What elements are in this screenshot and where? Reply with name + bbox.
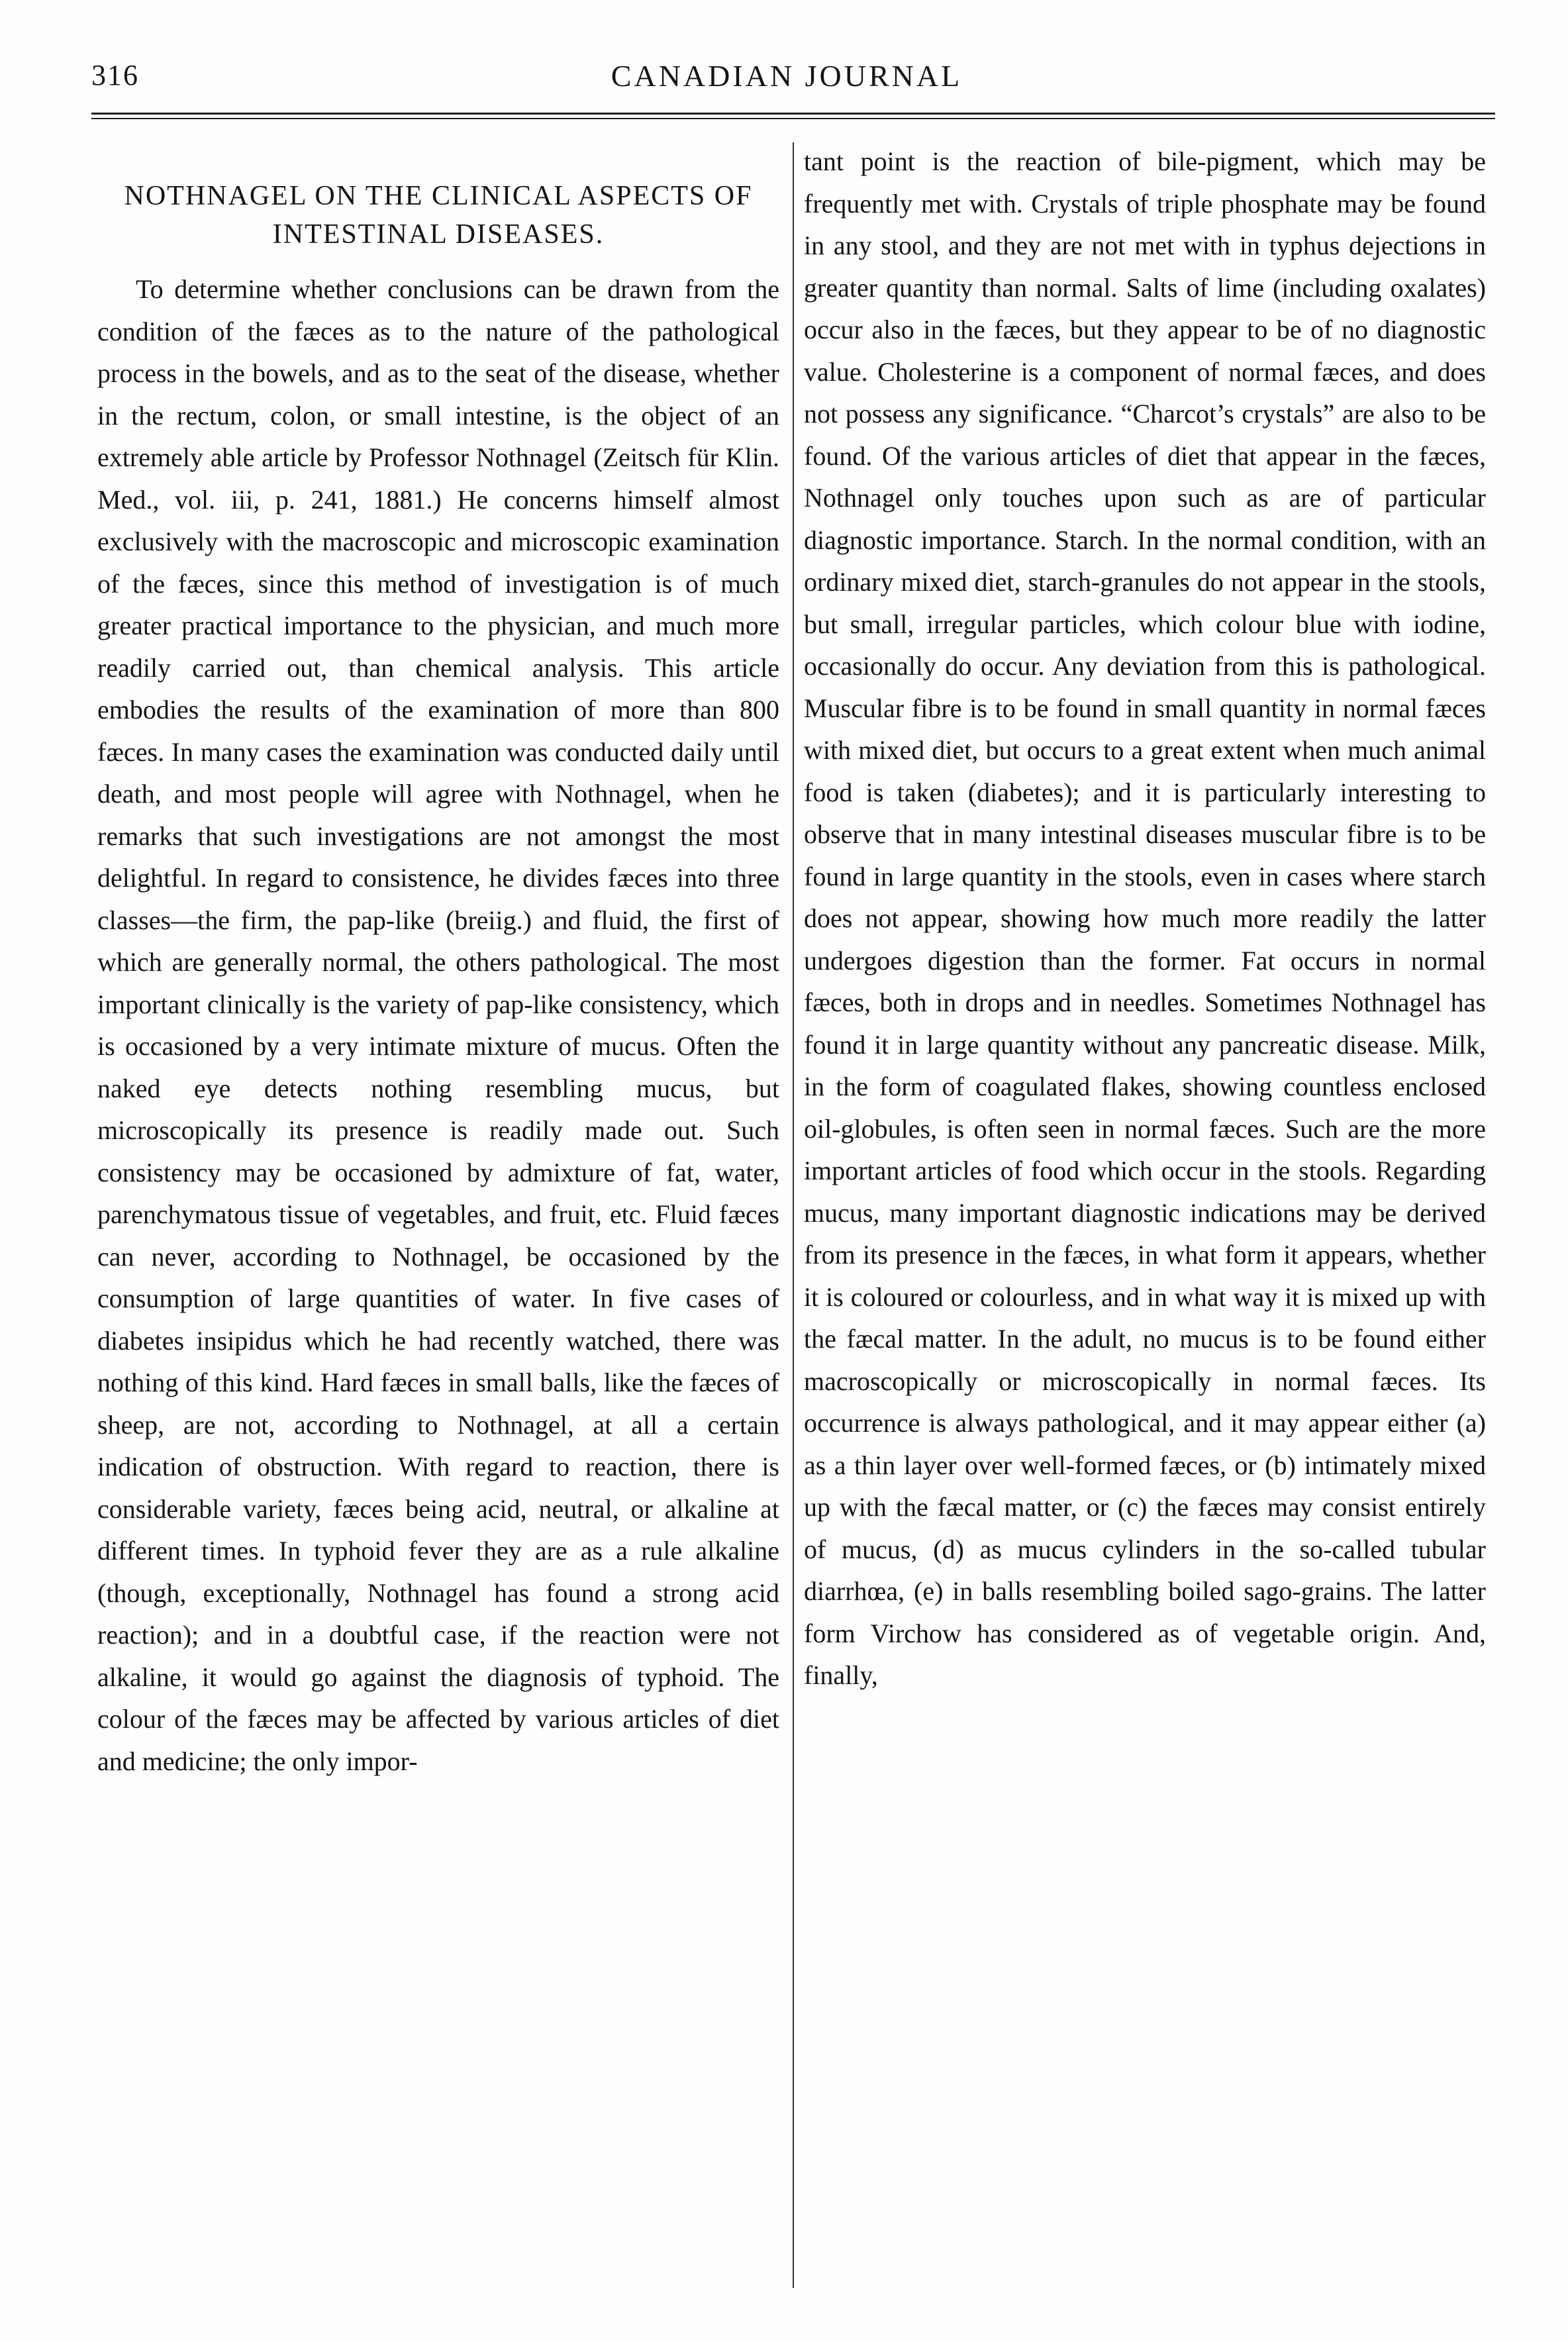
- article-title: NOTHNAGEL ON THE CLINICAL ASPECTS OF INTESTINAL DISEASES.: [124, 181, 753, 250]
- page-header: [91, 58, 1482, 111]
- running-head: CANADIAN JOURNAL: [611, 59, 963, 93]
- header-rule: [91, 113, 1495, 119]
- right-column: [804, 140, 1486, 1697]
- page-number: 316: [91, 59, 139, 91]
- right-column-text: tant point is the reaction of bile-pigment, which may be frequently met with. Crystals of triple phosphate may be found in any stool, and they are not met with in typhus dejections in greater quantity than normal. Salts of lime (including oxalates) occur also in the fæces, but they appear to be of no diagnostic value. Cholesterine is a component of normal fæces, and does not possess any significance. “Charcot’s crystals” are also to be found. Of the various articles of diet that appear in the fæces, Nothnagel only touches upon such as are of particular diagnostic importance. Starch. In the normal condition, with an ordinary mixed diet, starch-granules do not appear in the stools, but small, irregular particles, which colour blue with iodine, occasionally do occur. Any deviation from this is pathological. Muscular fibre is to be found in small quantity in normal fæces with mixed diet, but occurs to a great extent when much animal food is taken (diabetes); and it is particularly interesting to observe that in many intestinal diseases muscular fibre is to be found in large quantity in the stools, even in cases where starch does not appear, showing how much more readily the latter undergoes digestion than the former. Fat occurs in normal fæces, both in drops and in needles. Sometimes Nothnagel has found it in large quantity without any pancreatic disease. Milk, in the form of coagulated flakes, showing countless enclosed oil-globules, is often seen in normal fæces. Such are the more important articles of food which occur in the stools. Regarding mucus, many important diagnostic indications may be derived from its presence in the fæces, in what form it appears, whether it is coloured or colourless, and in what way it is mixed up with the fæcal matter. In the adult, no mucus is to be found either macroscopically or microscopically in normal fæces. Its occurrence is always pathological, and it may appear either (a) as a thin layer over well-formed fæces, or (b) intimately mixed up with the fæcal matter, or (c) the fæces may consist entirely of mucus, (d) as mucus cylinders in the so-called tubular diarrhœa, (e) in balls resembling boiled sago-grains. The latter form Virchow has considered as of vegetable origin. And, finally,: [804, 146, 1486, 1690]
- left-column: [97, 140, 779, 1782]
- column-divider: [793, 142, 794, 2288]
- left-column-text: To determine whether conclusions can be drawn from the condition of the fæces as to the nature of the pathological process in the bowels, and as to the seat of the disease, whether in the rectum, colon, or small intestine, is the object of an extremely able article by Professor Nothnagel (Zeitsch für Klin. Med., vol. iii, p. 241, 1881.) He concerns himself almost exclusively with the macroscopic and microscopic examination of the fæces, since this method of investigation is of much greater practical importance to the physician, and much more readily carried out, than chemical analysis. This article embodies the results of the examination of more than 800 fæces. In many cases the examination was conducted daily until death, and most people will agree with Nothnagel, when he remarks that such investigations are not amongst the most delightful. In regard to consistence, he divides fæces into three classes—the firm, the pap-like (breiig.) and fluid, the first of which are generally normal, the others pathological. The most important clinically is the variety of pap-like consistency, which is occasioned by a very intimate mixture of mucus. Often the naked eye detects nothing resembling mucus, but microscopically its presence is readily made out. Such consistency may be occasioned by admixture of fat, water, parenchymatous tissue of vegetables, and fruit, etc. Fluid fæces can never, according to Nothnagel, be occasioned by the consumption of large quantities of water. In five cases of diabetes insipidus which he had recently watched, there was nothing of this kind. Hard fæces in small balls, like the fæces of sheep, are not, according to Nothnagel, at all a certain indication of obstruction. With regard to reaction, there is considerable variety, fæces being acid, neutral, or alkaline at different times. In typhoid fever they are as a rule alkaline (though, exceptionally, Nothnagel has found a strong acid reaction); and in a doubtful case, if the reaction were not alkaline, it would go against the diagnosis of typhoid. The colour of the fæces may be affected by various articles of diet and medicine; the only impor-: [97, 274, 779, 1776]
